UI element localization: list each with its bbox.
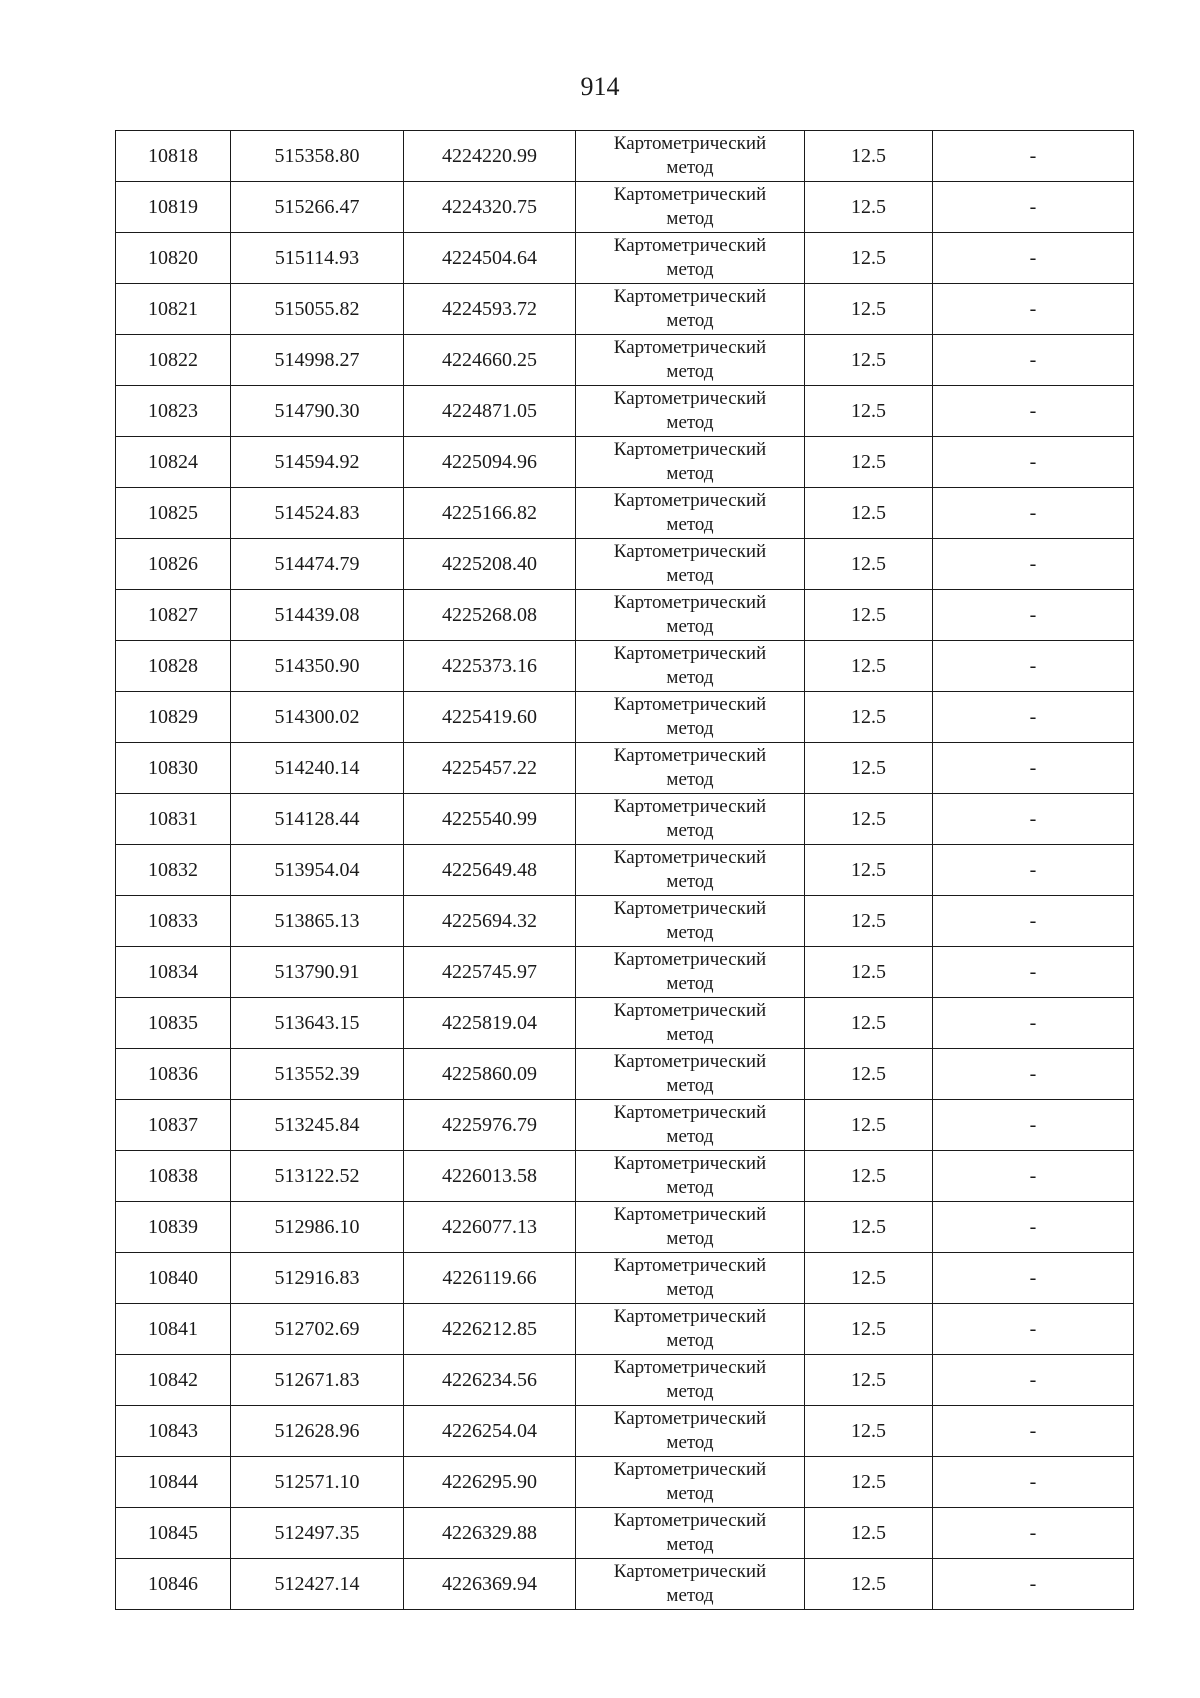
y-coordinate-cell: 4224320.75 xyxy=(404,182,576,233)
note-cell: - xyxy=(933,845,1134,896)
y-coordinate-cell: 4224593.72 xyxy=(404,284,576,335)
note-cell: - xyxy=(933,386,1134,437)
x-coordinate-cell: 515266.47 xyxy=(231,182,404,233)
x-coordinate-cell: 512916.83 xyxy=(231,1253,404,1304)
point-number-cell: 10833 xyxy=(116,896,231,947)
x-coordinate-cell: 512671.83 xyxy=(231,1355,404,1406)
accuracy-cell: 12.5 xyxy=(805,488,933,539)
point-number-cell: 10818 xyxy=(116,131,231,182)
x-coordinate-cell: 513865.13 xyxy=(231,896,404,947)
method-cell xyxy=(576,845,805,896)
y-coordinate-cell: 4226013.58 xyxy=(404,1151,576,1202)
y-coordinate-cell: 4225745.97 xyxy=(404,947,576,998)
x-coordinate-cell: 514350.90 xyxy=(231,641,404,692)
method-cell xyxy=(576,1304,805,1355)
method-cell xyxy=(576,896,805,947)
y-coordinate-cell: 4225860.09 xyxy=(404,1049,576,1100)
method-cell xyxy=(576,641,805,692)
point-number-cell: 10822 xyxy=(116,335,231,386)
y-coordinate-cell: 4224660.25 xyxy=(404,335,576,386)
method-cell xyxy=(576,182,805,233)
method-cell xyxy=(576,1559,805,1610)
method-text: Картометрический метод xyxy=(613,898,767,943)
table-row xyxy=(116,1508,1134,1559)
point-number-cell: 10838 xyxy=(116,1151,231,1202)
x-coordinate-cell: 512628.96 xyxy=(231,1406,404,1457)
accuracy-cell: 12.5 xyxy=(805,437,933,488)
accuracy-cell: 12.5 xyxy=(805,947,933,998)
y-coordinate-cell: 4225268.08 xyxy=(404,590,576,641)
method-text: Картометрический метод xyxy=(613,1051,767,1096)
method-text: Картометрический метод xyxy=(613,643,767,688)
method-text: Картометрический метод xyxy=(613,1408,767,1453)
accuracy-cell: 12.5 xyxy=(805,998,933,1049)
point-number-cell: 10828 xyxy=(116,641,231,692)
table-row xyxy=(116,641,1134,692)
point-number-cell: 10842 xyxy=(116,1355,231,1406)
x-coordinate-cell: 515114.93 xyxy=(231,233,404,284)
accuracy-cell: 12.5 xyxy=(805,335,933,386)
x-coordinate-cell: 514300.02 xyxy=(231,692,404,743)
table-row xyxy=(116,1559,1134,1610)
point-number-cell: 10831 xyxy=(116,794,231,845)
table-row xyxy=(116,131,1134,182)
method-cell xyxy=(576,1202,805,1253)
x-coordinate-cell: 514474.79 xyxy=(231,539,404,590)
note-cell: - xyxy=(933,896,1134,947)
accuracy-cell: 12.5 xyxy=(805,1202,933,1253)
point-number-cell: 10830 xyxy=(116,743,231,794)
x-coordinate-cell: 514128.44 xyxy=(231,794,404,845)
point-number-cell: 10846 xyxy=(116,1559,231,1610)
method-text: Картометрический метод xyxy=(613,1459,767,1504)
method-text: Картометрический метод xyxy=(613,337,767,382)
method-cell xyxy=(576,386,805,437)
table-row xyxy=(116,692,1134,743)
point-number-cell: 10823 xyxy=(116,386,231,437)
method-text: Картометрический метод xyxy=(613,1510,767,1555)
method-cell xyxy=(576,743,805,794)
table-row xyxy=(116,1202,1134,1253)
note-cell: - xyxy=(933,1151,1134,1202)
table-row xyxy=(116,488,1134,539)
y-coordinate-cell: 4224504.64 xyxy=(404,233,576,284)
x-coordinate-cell: 512571.10 xyxy=(231,1457,404,1508)
method-cell xyxy=(576,1253,805,1304)
accuracy-cell: 12.5 xyxy=(805,1457,933,1508)
x-coordinate-cell: 513954.04 xyxy=(231,845,404,896)
method-text: Картометрический метод xyxy=(613,1357,767,1402)
accuracy-cell: 12.5 xyxy=(805,1304,933,1355)
method-text: Картометрический метод xyxy=(613,796,767,841)
table-body xyxy=(116,131,1134,1610)
y-coordinate-cell: 4226119.66 xyxy=(404,1253,576,1304)
method-text: Картометрический метод xyxy=(613,592,767,637)
method-text: Картометрический метод xyxy=(613,1255,767,1300)
point-number-cell: 10819 xyxy=(116,182,231,233)
note-cell: - xyxy=(933,1559,1134,1610)
method-text: Картометрический метод xyxy=(613,1000,767,1045)
x-coordinate-cell: 514998.27 xyxy=(231,335,404,386)
table-row xyxy=(116,539,1134,590)
point-number-cell: 10832 xyxy=(116,845,231,896)
accuracy-cell: 12.5 xyxy=(805,284,933,335)
accuracy-cell: 12.5 xyxy=(805,1049,933,1100)
x-coordinate-cell: 515358.80 xyxy=(231,131,404,182)
x-coordinate-cell: 514594.92 xyxy=(231,437,404,488)
x-coordinate-cell: 513643.15 xyxy=(231,998,404,1049)
accuracy-cell: 12.5 xyxy=(805,233,933,284)
y-coordinate-cell: 4225419.60 xyxy=(404,692,576,743)
method-cell xyxy=(576,284,805,335)
table-row xyxy=(116,998,1134,1049)
method-text: Картометрический метод xyxy=(613,490,767,535)
note-cell: - xyxy=(933,539,1134,590)
table-row xyxy=(116,743,1134,794)
y-coordinate-cell: 4224220.99 xyxy=(404,131,576,182)
method-cell xyxy=(576,1049,805,1100)
x-coordinate-cell: 515055.82 xyxy=(231,284,404,335)
note-cell: - xyxy=(933,692,1134,743)
point-number-cell: 10835 xyxy=(116,998,231,1049)
point-number-cell: 10829 xyxy=(116,692,231,743)
point-number-cell: 10839 xyxy=(116,1202,231,1253)
note-cell: - xyxy=(933,1100,1134,1151)
accuracy-cell: 12.5 xyxy=(805,131,933,182)
point-number-cell: 10834 xyxy=(116,947,231,998)
table-row xyxy=(116,1049,1134,1100)
table-row xyxy=(116,1355,1134,1406)
accuracy-cell: 12.5 xyxy=(805,845,933,896)
x-coordinate-cell: 512427.14 xyxy=(231,1559,404,1610)
accuracy-cell: 12.5 xyxy=(805,590,933,641)
x-coordinate-cell: 512986.10 xyxy=(231,1202,404,1253)
method-cell xyxy=(576,1100,805,1151)
point-number-cell: 10844 xyxy=(116,1457,231,1508)
note-cell: - xyxy=(933,590,1134,641)
method-text: Картометрический метод xyxy=(613,388,767,433)
method-text: Картометрический метод xyxy=(613,1102,767,1147)
table-row xyxy=(116,947,1134,998)
accuracy-cell: 12.5 xyxy=(805,386,933,437)
method-cell xyxy=(576,335,805,386)
y-coordinate-cell: 4226254.04 xyxy=(404,1406,576,1457)
y-coordinate-cell: 4225166.82 xyxy=(404,488,576,539)
note-cell: - xyxy=(933,1355,1134,1406)
method-cell xyxy=(576,437,805,488)
y-coordinate-cell: 4225208.40 xyxy=(404,539,576,590)
method-cell xyxy=(576,1457,805,1508)
point-number-cell: 10821 xyxy=(116,284,231,335)
table-row xyxy=(116,1253,1134,1304)
method-cell xyxy=(576,1508,805,1559)
accuracy-cell: 12.5 xyxy=(805,692,933,743)
x-coordinate-cell: 514439.08 xyxy=(231,590,404,641)
y-coordinate-cell: 4225540.99 xyxy=(404,794,576,845)
y-coordinate-cell: 4226295.90 xyxy=(404,1457,576,1508)
accuracy-cell: 12.5 xyxy=(805,794,933,845)
coordinates-table xyxy=(115,130,1134,1610)
note-cell: - xyxy=(933,182,1134,233)
method-text: Картометрический метод xyxy=(613,1561,767,1606)
point-number-cell: 10837 xyxy=(116,1100,231,1151)
method-text: Картометрический метод xyxy=(613,541,767,586)
table-row xyxy=(116,1151,1134,1202)
x-coordinate-cell: 514240.14 xyxy=(231,743,404,794)
accuracy-cell: 12.5 xyxy=(805,1406,933,1457)
note-cell: - xyxy=(933,437,1134,488)
method-text: Картометрический метод xyxy=(613,286,767,331)
method-text: Картометрический метод xyxy=(613,184,767,229)
accuracy-cell: 12.5 xyxy=(805,641,933,692)
method-text: Картометрический метод xyxy=(613,439,767,484)
table-row xyxy=(116,590,1134,641)
method-cell xyxy=(576,692,805,743)
method-cell xyxy=(576,539,805,590)
y-coordinate-cell: 4225649.48 xyxy=(404,845,576,896)
x-coordinate-cell: 512497.35 xyxy=(231,1508,404,1559)
point-number-cell: 10843 xyxy=(116,1406,231,1457)
note-cell: - xyxy=(933,1406,1134,1457)
point-number-cell: 10845 xyxy=(116,1508,231,1559)
table-row xyxy=(116,335,1134,386)
accuracy-cell: 12.5 xyxy=(805,743,933,794)
y-coordinate-cell: 4224871.05 xyxy=(404,386,576,437)
y-coordinate-cell: 4226329.88 xyxy=(404,1508,576,1559)
method-cell xyxy=(576,488,805,539)
method-cell xyxy=(576,947,805,998)
table-row xyxy=(116,284,1134,335)
point-number-cell: 10824 xyxy=(116,437,231,488)
y-coordinate-cell: 4225819.04 xyxy=(404,998,576,1049)
note-cell: - xyxy=(933,1457,1134,1508)
method-cell xyxy=(576,1151,805,1202)
table-row xyxy=(116,233,1134,284)
method-cell xyxy=(576,233,805,284)
note-cell: - xyxy=(933,998,1134,1049)
y-coordinate-cell: 4225373.16 xyxy=(404,641,576,692)
method-cell xyxy=(576,131,805,182)
accuracy-cell: 12.5 xyxy=(805,1508,933,1559)
x-coordinate-cell: 513122.52 xyxy=(231,1151,404,1202)
method-text: Картометрический метод xyxy=(613,1306,767,1351)
accuracy-cell: 12.5 xyxy=(805,1559,933,1610)
method-text: Картометрический метод xyxy=(613,133,767,178)
note-cell: - xyxy=(933,743,1134,794)
y-coordinate-cell: 4226212.85 xyxy=(404,1304,576,1355)
y-coordinate-cell: 4226369.94 xyxy=(404,1559,576,1610)
method-text: Картометрический метод xyxy=(613,847,767,892)
table-row xyxy=(116,896,1134,947)
method-cell xyxy=(576,1355,805,1406)
point-number-cell: 10820 xyxy=(116,233,231,284)
x-coordinate-cell: 513245.84 xyxy=(231,1100,404,1151)
table-row xyxy=(116,386,1134,437)
y-coordinate-cell: 4225694.32 xyxy=(404,896,576,947)
method-cell xyxy=(576,1406,805,1457)
x-coordinate-cell: 514790.30 xyxy=(231,386,404,437)
accuracy-cell: 12.5 xyxy=(805,1253,933,1304)
method-text: Картометрический метод xyxy=(613,1204,767,1249)
note-cell: - xyxy=(933,794,1134,845)
note-cell: - xyxy=(933,1202,1134,1253)
note-cell: - xyxy=(933,641,1134,692)
point-number-cell: 10827 xyxy=(116,590,231,641)
point-number-cell: 10840 xyxy=(116,1253,231,1304)
table-row xyxy=(116,845,1134,896)
y-coordinate-cell: 4225976.79 xyxy=(404,1100,576,1151)
accuracy-cell: 12.5 xyxy=(805,1355,933,1406)
accuracy-cell: 12.5 xyxy=(805,1100,933,1151)
note-cell: - xyxy=(933,233,1134,284)
method-text: Картометрический метод xyxy=(613,1153,767,1198)
method-text: Картометрический метод xyxy=(613,949,767,994)
point-number-cell: 10826 xyxy=(116,539,231,590)
note-cell: - xyxy=(933,488,1134,539)
accuracy-cell: 12.5 xyxy=(805,182,933,233)
x-coordinate-cell: 513552.39 xyxy=(231,1049,404,1100)
note-cell: - xyxy=(933,947,1134,998)
table-row xyxy=(116,1304,1134,1355)
method-cell xyxy=(576,590,805,641)
note-cell: - xyxy=(933,1304,1134,1355)
table-row xyxy=(116,794,1134,845)
y-coordinate-cell: 4226234.56 xyxy=(404,1355,576,1406)
table-row xyxy=(116,1100,1134,1151)
x-coordinate-cell: 512702.69 xyxy=(231,1304,404,1355)
page-number: 914 xyxy=(580,72,620,101)
accuracy-cell: 12.5 xyxy=(805,896,933,947)
y-coordinate-cell: 4226077.13 xyxy=(404,1202,576,1253)
method-text: Картометрический метод xyxy=(613,235,767,280)
table-row xyxy=(116,437,1134,488)
accuracy-cell: 12.5 xyxy=(805,539,933,590)
accuracy-cell: 12.5 xyxy=(805,1151,933,1202)
table-row xyxy=(116,1406,1134,1457)
method-text: Картометрический метод xyxy=(613,745,767,790)
y-coordinate-cell: 4225457.22 xyxy=(404,743,576,794)
point-number-cell: 10841 xyxy=(116,1304,231,1355)
method-cell xyxy=(576,794,805,845)
note-cell: - xyxy=(933,131,1134,182)
method-text: Картометрический метод xyxy=(613,694,767,739)
note-cell: - xyxy=(933,1049,1134,1100)
x-coordinate-cell: 514524.83 xyxy=(231,488,404,539)
y-coordinate-cell: 4225094.96 xyxy=(404,437,576,488)
note-cell: - xyxy=(933,335,1134,386)
point-number-cell: 10825 xyxy=(116,488,231,539)
note-cell: - xyxy=(933,1253,1134,1304)
x-coordinate-cell: 513790.91 xyxy=(231,947,404,998)
table-row xyxy=(116,182,1134,233)
point-number-cell: 10836 xyxy=(116,1049,231,1100)
note-cell: - xyxy=(933,1508,1134,1559)
note-cell: - xyxy=(933,284,1134,335)
method-cell xyxy=(576,998,805,1049)
table-row xyxy=(116,1457,1134,1508)
